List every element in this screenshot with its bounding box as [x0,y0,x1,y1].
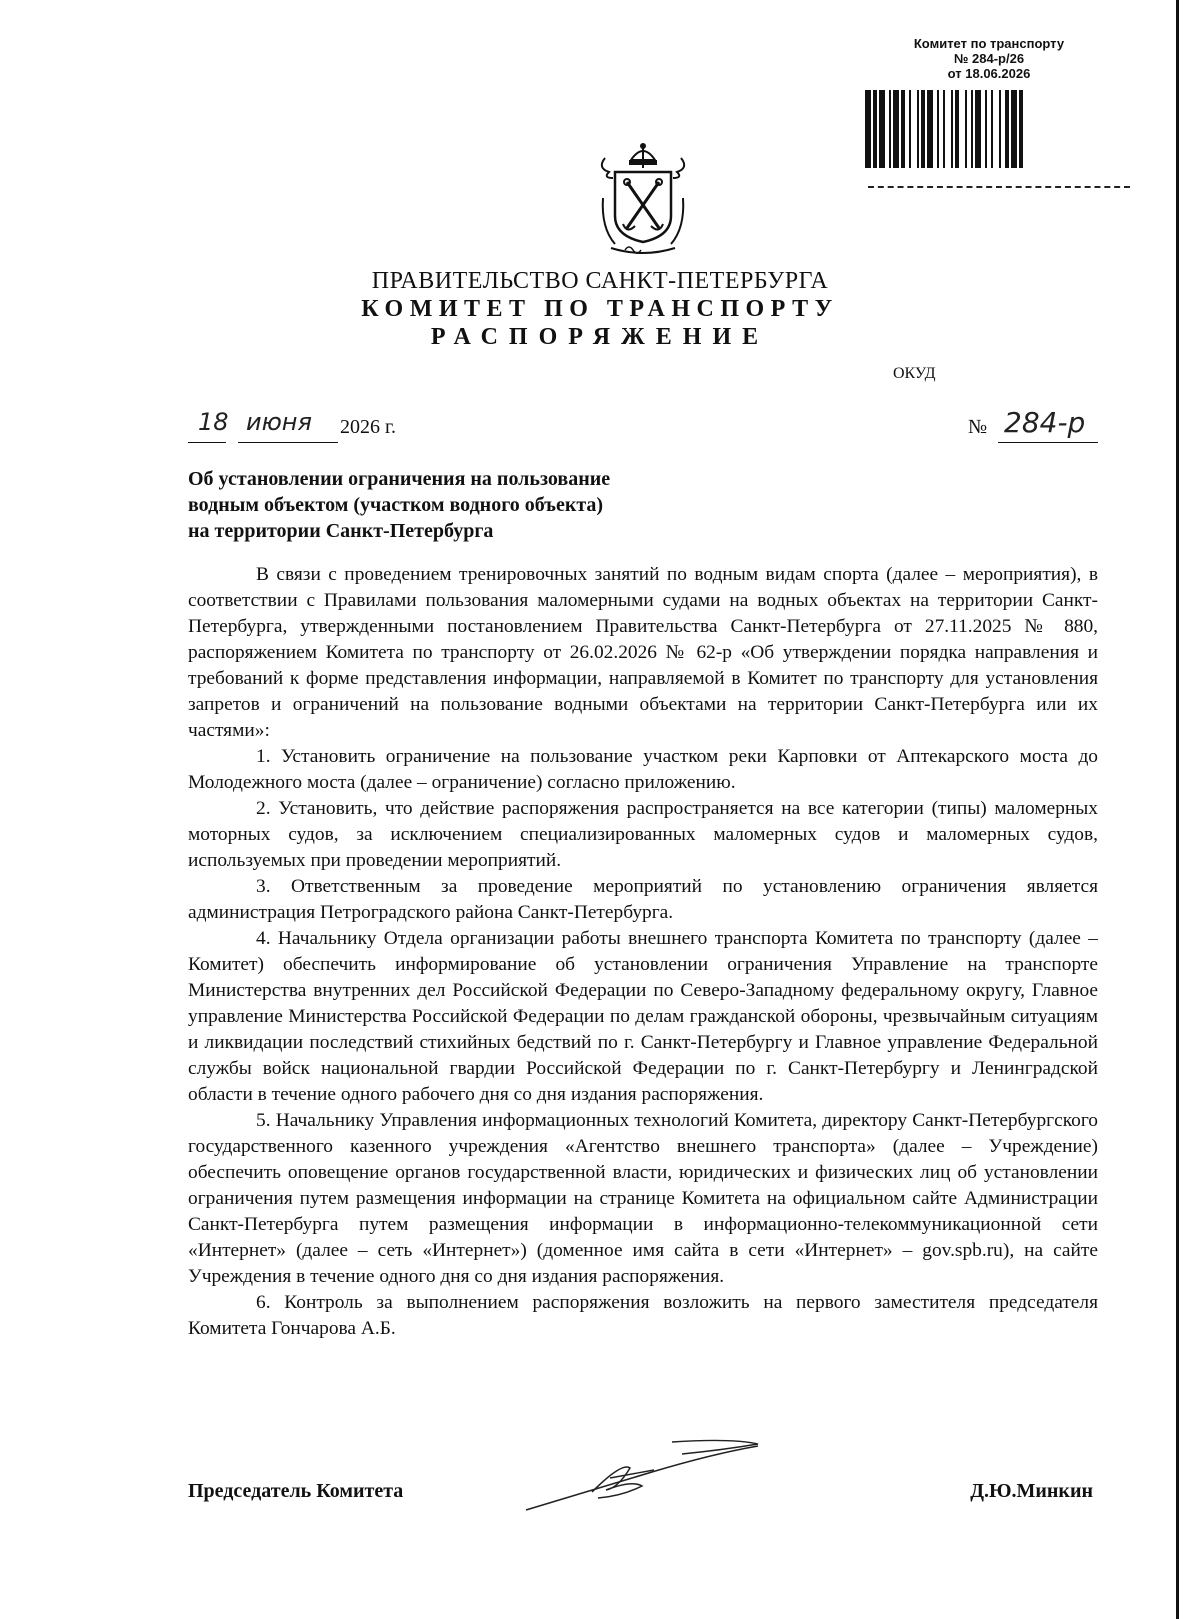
clause-1: 1. Установить ограничение на пользование участком реки Карповки от Аптекарского моста до Молодежного моста (далее – ограничение) согласно приложению. [188,746,1098,793]
coat-of-arms-icon [595,138,691,258]
clause-3: 3. Ответственным за проведение мероприятий по установлению ограничения является администрация Петроградского района Санкт-Петербурга. [188,876,1098,923]
registration-stamp [858,36,1120,81]
okud-label: ОКУД [893,365,936,382]
handwritten-signature [522,1432,762,1516]
barcode-icon [865,90,1117,168]
document-subject [188,466,748,544]
clause-2: 2. Установить, что действие распоряжения распространяется на все категории (типы) маломерных моторных судов, за исключением специализированных маломерных судов и маломерных судов, используемых при проведении мероприятий. [188,798,1098,871]
clause-6: 6. Контроль за выполнением распоряжения возложить на первого заместителя председателя Комитета Гончарова А.Б. [188,1292,1098,1339]
clause-5: 5. Начальнику Управления информационных технологий Комитета, директору Санкт-Петербургского государственного казенного учреждения «Агентство внешнего транспорта» (далее – Учреждение) обеспечить оповещение органов государственной власти, юридических и физических лиц об установлении ограничения путем размещения информации на странице Комитета на официальном сайте Администрации Санкт-Петербурга путем размещения информации в информационно-телекоммуникационной сети «Интернет» (далее – сеть «Интернет») (доменное имя сайта в сети «Интернет» – gov.spb.ru), на сайте Учреждения в течение одного дня со дня издания распоряжения. [188,1110,1098,1287]
number-value: 284-р [1004,406,1086,439]
date-year: 2026 г. [340,416,396,438]
number-underline [998,442,1098,443]
barcode-underline [868,186,1130,190]
committee-name: КОМИТЕТ ПО ТРАНСПОРТУ [361,296,839,322]
document-type: РАСПОРЯЖЕНИЕ [430,324,770,350]
signatory-name: Д.Ю.Минкин [970,1480,1093,1502]
document-number [968,406,1128,452]
clause-4: 4. Начальнику Отдела организации работы внешнего транспорта Комитета по транспорту (далее – Комитет) обеспечить информирование об установлении ограничения Управление на транспорте Министерства внутренних дел Российской Федерации по Северо-Западному федеральному округу, Главное управление Министерства Российской Федерации по делам гражданской обороны, чрезвычайным ситуациям и ликвидации последствий стихийных бедствий по г. Санкт-Петербургу и Главное управление Федеральной службы войск национальной гвардии Российской Федерации по г. Санкт-Петербургу и Ленинградской области в течение одного рабочего дня со дня издания распоряжения. [188,928,1098,1105]
government-name: ПРАВИТЕЛЬСТВО САНКТ-ПЕТЕРБУРГА [371,268,829,294]
stamp-committee: Комитет по транспорту [913,36,1065,51]
number-sign: № [968,416,988,438]
subject-line: водным объектом (участком водного объекта) [188,494,604,516]
date-month: июня [246,408,312,436]
stamp-number: № 284-р/26 [953,51,1025,66]
date-day-underline [188,442,226,443]
date-month-underline [238,442,338,443]
stamp-date: от 18.06.2026 [947,66,1031,81]
scan-edge-line [1176,0,1179,1619]
document-body [188,562,1098,1342]
document-date [188,408,428,446]
preamble-paragraph: В связи с проведением тренировочных занятий по водным видам спорта (далее – мероприятия), в соответствии с Правилами пользования маломерными судами на водных объектах на территории Санкт-Петербурга, утвержденными постановлением Правительства Санкт-Петербурга от 27.11.2025 № 880, распоряжением Комитета по транспорту от 26.02.2026 № 62-р «Об утверждении порядка направления и требований к форме представления информации, направляемой в Комитет по транспорту для установления запретов и ограничений на пользование водными объектами на территории Санкт-Петербурга или их частями»: [188,564,1098,741]
signatory-title: Председатель Комитета [188,1480,404,1502]
subject-line: Об установлении ограничения на пользование [188,468,611,490]
date-day: 18 [198,408,229,436]
subject-line: на территории Санкт-Петербурга [188,520,494,542]
